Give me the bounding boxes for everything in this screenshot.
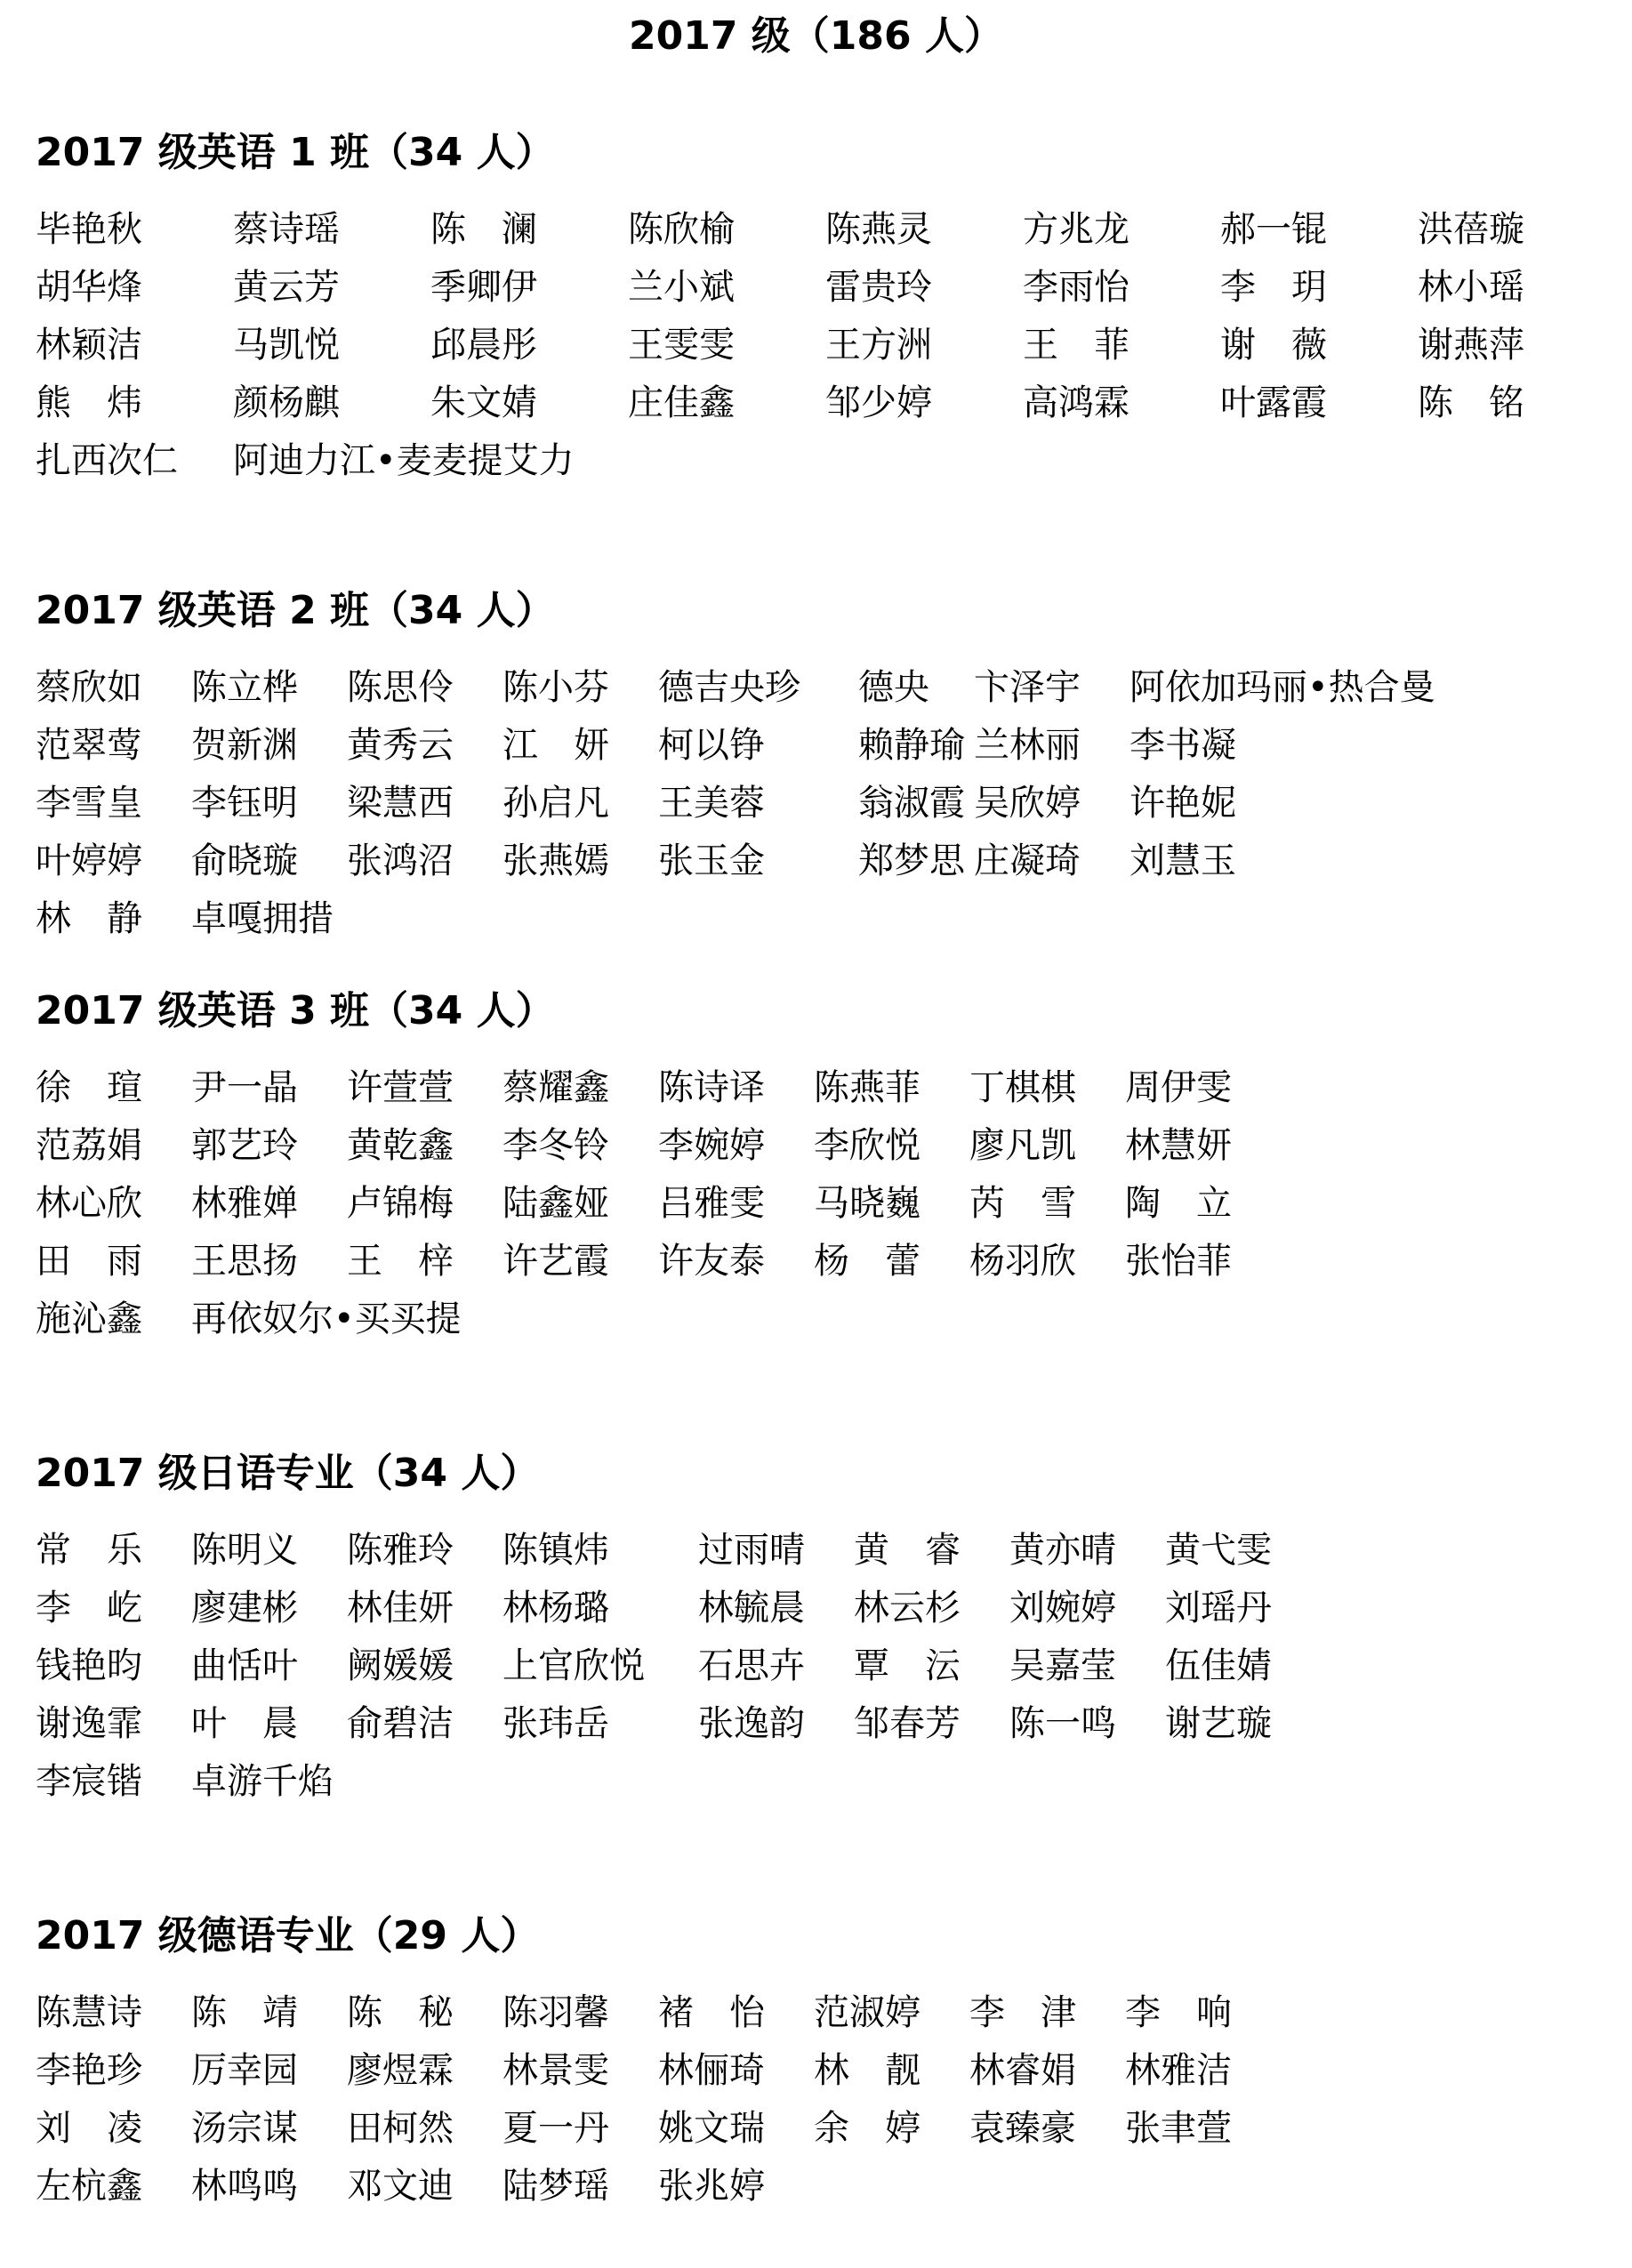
student-name: 叶 晨 <box>191 1703 298 1744</box>
student-name: 汤宗谋 <box>191 2108 298 2149</box>
student-name: 阿迪力江•麦麦提艾力 <box>233 440 575 481</box>
student-name: 卓游千焰 <box>191 1761 334 1802</box>
student-name: 俞碧洁 <box>347 1703 454 1744</box>
name-row <box>36 832 1601 890</box>
student-name: 张兆婷 <box>658 2166 765 2207</box>
student-name: 扎西次仁 <box>36 440 178 481</box>
student-name: 李雪皇 <box>36 783 142 824</box>
student-name: 高鸿霖 <box>1023 382 1130 423</box>
student-name: 李钰明 <box>191 783 298 824</box>
student-name: 毕艳秋 <box>36 209 142 250</box>
student-name: 林雅洁 <box>1125 2050 1232 2091</box>
student-name: 林 静 <box>36 898 142 939</box>
student-name: 袁臻豪 <box>969 2108 1076 2149</box>
student-name: 李婉婷 <box>658 1125 765 1166</box>
student-name: 郝一锟 <box>1220 209 1327 250</box>
student-name: 左杭鑫 <box>36 2166 142 2207</box>
name-row <box>36 1580 1601 1637</box>
student-name: 颜杨麒 <box>233 382 340 423</box>
student-name: 张逸韵 <box>698 1703 805 1744</box>
class-section <box>36 1908 1601 2216</box>
student-name: 陶 立 <box>1125 1183 1232 1224</box>
student-name: 周伊雯 <box>1125 1067 1232 1108</box>
student-name: 张燕嫣 <box>502 840 609 881</box>
student-name: 曲恬叶 <box>191 1645 298 1686</box>
student-name: 田柯然 <box>347 2108 454 2149</box>
student-name: 陈思伶 <box>347 667 454 708</box>
name-row <box>36 1695 1601 1753</box>
student-name: 姚文瑞 <box>658 2108 765 2149</box>
student-name: 李书凝 <box>1130 725 1236 766</box>
student-name: 丁棋棋 <box>969 1067 1076 1108</box>
name-row <box>36 259 1601 317</box>
student-name: 庄凝琦 <box>974 840 1081 881</box>
student-name: 厉幸园 <box>191 2050 298 2091</box>
student-name: 马凯悦 <box>233 325 340 366</box>
name-row <box>36 2158 1601 2216</box>
student-name: 李冬铃 <box>502 1125 609 1166</box>
student-name: 邓文迪 <box>347 2166 454 2207</box>
student-name: 德吉央珍 <box>658 667 800 708</box>
student-name: 陆梦瑶 <box>502 2166 609 2207</box>
student-name: 王美蓉 <box>658 783 765 824</box>
student-name: 陈慧诗 <box>36 1992 142 2033</box>
class-section <box>36 125 1601 490</box>
student-name-list <box>36 1522 1601 1811</box>
student-name: 李 响 <box>1125 1992 1232 2033</box>
section-heading: 2017 级英语 1 班（34 人） <box>36 130 555 175</box>
name-row <box>36 432 1601 490</box>
student-name: 杨羽欣 <box>969 1241 1076 1282</box>
student-name: 徐 瑄 <box>36 1067 142 1108</box>
student-name: 兰小斌 <box>628 267 735 308</box>
student-name: 吕雅雯 <box>658 1183 765 1224</box>
section-heading: 2017 级英语 2 班（34 人） <box>36 588 555 633</box>
student-name: 邹春芳 <box>854 1703 961 1744</box>
name-row <box>36 374 1601 432</box>
student-name: 洪蓓璇 <box>1418 209 1524 250</box>
student-name: 钱艳昀 <box>36 1645 142 1686</box>
student-name: 余 婷 <box>814 2108 921 2149</box>
student-name: 林鸣鸣 <box>191 2166 298 2207</box>
student-name: 廖建彬 <box>191 1588 298 1629</box>
student-name: 夏一丹 <box>502 2108 609 2149</box>
student-name: 褚 怡 <box>658 1992 765 2033</box>
student-name: 邱晨彤 <box>430 325 537 366</box>
student-name: 王雯雯 <box>628 325 735 366</box>
student-name: 林雅婵 <box>191 1183 298 1224</box>
student-name: 刘瑶丹 <box>1165 1588 1272 1629</box>
student-name: 李宸锴 <box>36 1761 142 1802</box>
student-name: 王 菲 <box>1023 325 1130 366</box>
student-name: 郑梦思 <box>858 840 965 881</box>
student-name: 李 津 <box>969 1992 1076 2033</box>
student-name: 廖凡凯 <box>969 1125 1076 1166</box>
student-name: 陈明义 <box>191 1530 298 1571</box>
name-row <box>36 775 1601 832</box>
student-name: 林 靓 <box>814 2050 921 2091</box>
student-name: 张怡菲 <box>1125 1241 1232 1282</box>
student-name: 伍佳婧 <box>1165 1645 1272 1686</box>
student-name: 范淑婷 <box>814 1992 921 2033</box>
student-name: 卓嘎拥措 <box>191 898 334 939</box>
student-name: 张玉金 <box>658 840 765 881</box>
student-name: 刘慧玉 <box>1130 840 1236 881</box>
student-name: 谢艺璇 <box>1165 1703 1272 1744</box>
student-name: 蔡诗瑶 <box>233 209 340 250</box>
student-name: 杨 蕾 <box>814 1241 921 1282</box>
student-name-list <box>36 1059 1601 1348</box>
student-name: 陈小芬 <box>502 667 609 708</box>
student-name: 雷贵玲 <box>825 267 932 308</box>
student-name: 卢锦梅 <box>347 1183 454 1224</box>
name-row <box>36 1522 1601 1580</box>
section-heading: 2017 级德语专业（29 人） <box>36 1913 540 1958</box>
student-name: 叶婷婷 <box>36 840 142 881</box>
student-name: 谢逸霏 <box>36 1703 142 1744</box>
student-name: 陈一鸣 <box>1009 1703 1116 1744</box>
student-name: 德央 <box>858 667 929 708</box>
student-name: 黄乾鑫 <box>347 1125 454 1166</box>
student-name: 吴欣婷 <box>974 783 1081 824</box>
student-name: 王思扬 <box>191 1241 298 1282</box>
student-name: 林心欣 <box>36 1183 142 1224</box>
student-name: 陈镇炜 <box>502 1530 609 1571</box>
student-name: 陈欣榆 <box>628 209 735 250</box>
student-name: 江 妍 <box>502 725 609 766</box>
student-name: 尹一晶 <box>191 1067 298 1108</box>
student-name: 谢燕萍 <box>1418 325 1524 366</box>
student-name: 蔡耀鑫 <box>502 1067 609 1108</box>
student-name: 刘婉婷 <box>1009 1588 1116 1629</box>
student-name-list <box>36 1984 1601 2216</box>
student-name: 刘 凌 <box>36 2108 142 2149</box>
student-name: 田 雨 <box>36 1241 142 1282</box>
student-name: 李艳珍 <box>36 2050 142 2091</box>
student-name: 施沁鑫 <box>36 1299 142 1339</box>
student-name: 梁慧西 <box>347 783 454 824</box>
student-name: 胡华烽 <box>36 267 142 308</box>
student-name: 阙媛媛 <box>347 1645 454 1686</box>
student-name: 熊 炜 <box>36 382 142 423</box>
student-name: 赖静瑜 <box>858 725 965 766</box>
class-section <box>36 583 1601 948</box>
student-name: 李 屹 <box>36 1588 142 1629</box>
student-name: 上官欣悦 <box>502 1645 645 1686</box>
student-name: 林景雯 <box>502 2050 609 2091</box>
student-name: 林慧妍 <box>1125 1125 1232 1166</box>
name-row <box>36 659 1601 717</box>
student-name: 张聿萱 <box>1125 2108 1232 2149</box>
name-row <box>36 1637 1601 1695</box>
student-name: 再依奴尔•买买提 <box>191 1299 462 1339</box>
name-row <box>36 1984 1601 2042</box>
student-name: 陈燕菲 <box>814 1067 921 1108</box>
student-name: 石思卉 <box>698 1645 805 1686</box>
student-name: 黄弋雯 <box>1165 1530 1272 1571</box>
student-name: 常 乐 <box>36 1530 142 1571</box>
name-row <box>36 717 1601 775</box>
student-name: 孙启凡 <box>502 783 609 824</box>
student-name: 陈立桦 <box>191 667 298 708</box>
student-name: 马晓巍 <box>814 1183 921 1224</box>
name-row <box>36 890 1601 948</box>
student-name: 林小瑶 <box>1418 267 1524 308</box>
student-name: 陈 铭 <box>1418 382 1524 423</box>
student-name: 陈 秘 <box>347 1992 454 2033</box>
student-name: 谢 薇 <box>1220 325 1327 366</box>
name-row <box>36 1291 1601 1348</box>
student-name: 李 玥 <box>1220 267 1327 308</box>
class-section <box>36 983 1601 1348</box>
class-section <box>36 1445 1601 1811</box>
name-row <box>36 1059 1601 1117</box>
document-title: 2017 级（186 人） <box>629 13 1003 59</box>
student-name: 许艳妮 <box>1130 783 1236 824</box>
student-name: 朱文婧 <box>430 382 537 423</box>
student-name: 王 梓 <box>347 1241 454 1282</box>
student-name: 过雨晴 <box>698 1530 805 1571</box>
student-name: 许艺霞 <box>502 1241 609 1282</box>
student-name: 陈 澜 <box>430 209 537 250</box>
student-name: 陈羽馨 <box>502 1992 609 2033</box>
student-name: 蔡欣如 <box>36 667 142 708</box>
student-name: 黄 睿 <box>854 1530 961 1571</box>
student-name: 吴嘉莹 <box>1009 1645 1116 1686</box>
student-name: 郭艺玲 <box>191 1125 298 1166</box>
student-name-list <box>36 201 1601 490</box>
student-name: 柯以铮 <box>658 725 765 766</box>
student-name: 陈燕灵 <box>825 209 932 250</box>
student-name: 廖煜霖 <box>347 2050 454 2091</box>
student-name: 范翠莺 <box>36 725 142 766</box>
student-name: 翁淑霞 <box>858 783 965 824</box>
student-name: 许友泰 <box>658 1241 765 1282</box>
student-name-list <box>36 659 1601 948</box>
name-row <box>36 2042 1601 2100</box>
student-name: 林睿娟 <box>969 2050 1076 2091</box>
student-name: 叶露霞 <box>1220 382 1327 423</box>
name-row <box>36 317 1601 374</box>
student-name: 范荔娟 <box>36 1125 142 1166</box>
student-name: 陈 靖 <box>191 1992 298 2033</box>
student-name: 邹少婷 <box>825 382 932 423</box>
student-name: 张鸿沼 <box>347 840 454 881</box>
name-row <box>36 1175 1601 1233</box>
student-name: 林杨璐 <box>502 1588 609 1629</box>
student-name: 林佳妍 <box>347 1588 454 1629</box>
student-name: 芮 雪 <box>969 1183 1076 1224</box>
section-heading: 2017 级日语专业（34 人） <box>36 1451 540 1496</box>
name-row <box>36 1117 1601 1175</box>
student-name: 黄秀云 <box>347 725 454 766</box>
student-name: 黄亦晴 <box>1009 1530 1116 1571</box>
student-name: 林毓晨 <box>698 1588 805 1629</box>
student-name: 黄云芳 <box>233 267 340 308</box>
section-heading: 2017 级英语 3 班（34 人） <box>36 988 555 1033</box>
student-name: 贺新渊 <box>191 725 298 766</box>
student-name: 王方洲 <box>825 325 932 366</box>
student-name: 陈诗译 <box>658 1067 765 1108</box>
student-name: 李欣悦 <box>814 1125 921 1166</box>
student-name: 阿依加玛丽•热合曼 <box>1130 667 1435 708</box>
name-row <box>36 2100 1601 2158</box>
student-name: 覃 沄 <box>854 1645 961 1686</box>
student-name: 张玮岳 <box>502 1703 609 1744</box>
name-row <box>36 1233 1601 1291</box>
student-name: 林云杉 <box>854 1588 961 1629</box>
student-name: 卞泽宇 <box>974 667 1081 708</box>
student-name: 陆鑫娅 <box>502 1183 609 1224</box>
name-row <box>36 1753 1601 1811</box>
student-name: 方兆龙 <box>1023 209 1130 250</box>
student-name: 许萱萱 <box>347 1067 454 1108</box>
student-name: 季卿伊 <box>430 267 537 308</box>
student-name: 林颖洁 <box>36 325 142 366</box>
student-name: 林俪琦 <box>658 2050 765 2091</box>
student-name: 李雨怡 <box>1023 267 1130 308</box>
student-name: 陈雅玲 <box>347 1530 454 1571</box>
name-row <box>36 201 1601 259</box>
student-name: 俞晓璇 <box>191 840 298 881</box>
student-name: 庄佳鑫 <box>628 382 735 423</box>
student-name: 兰林丽 <box>974 725 1081 766</box>
